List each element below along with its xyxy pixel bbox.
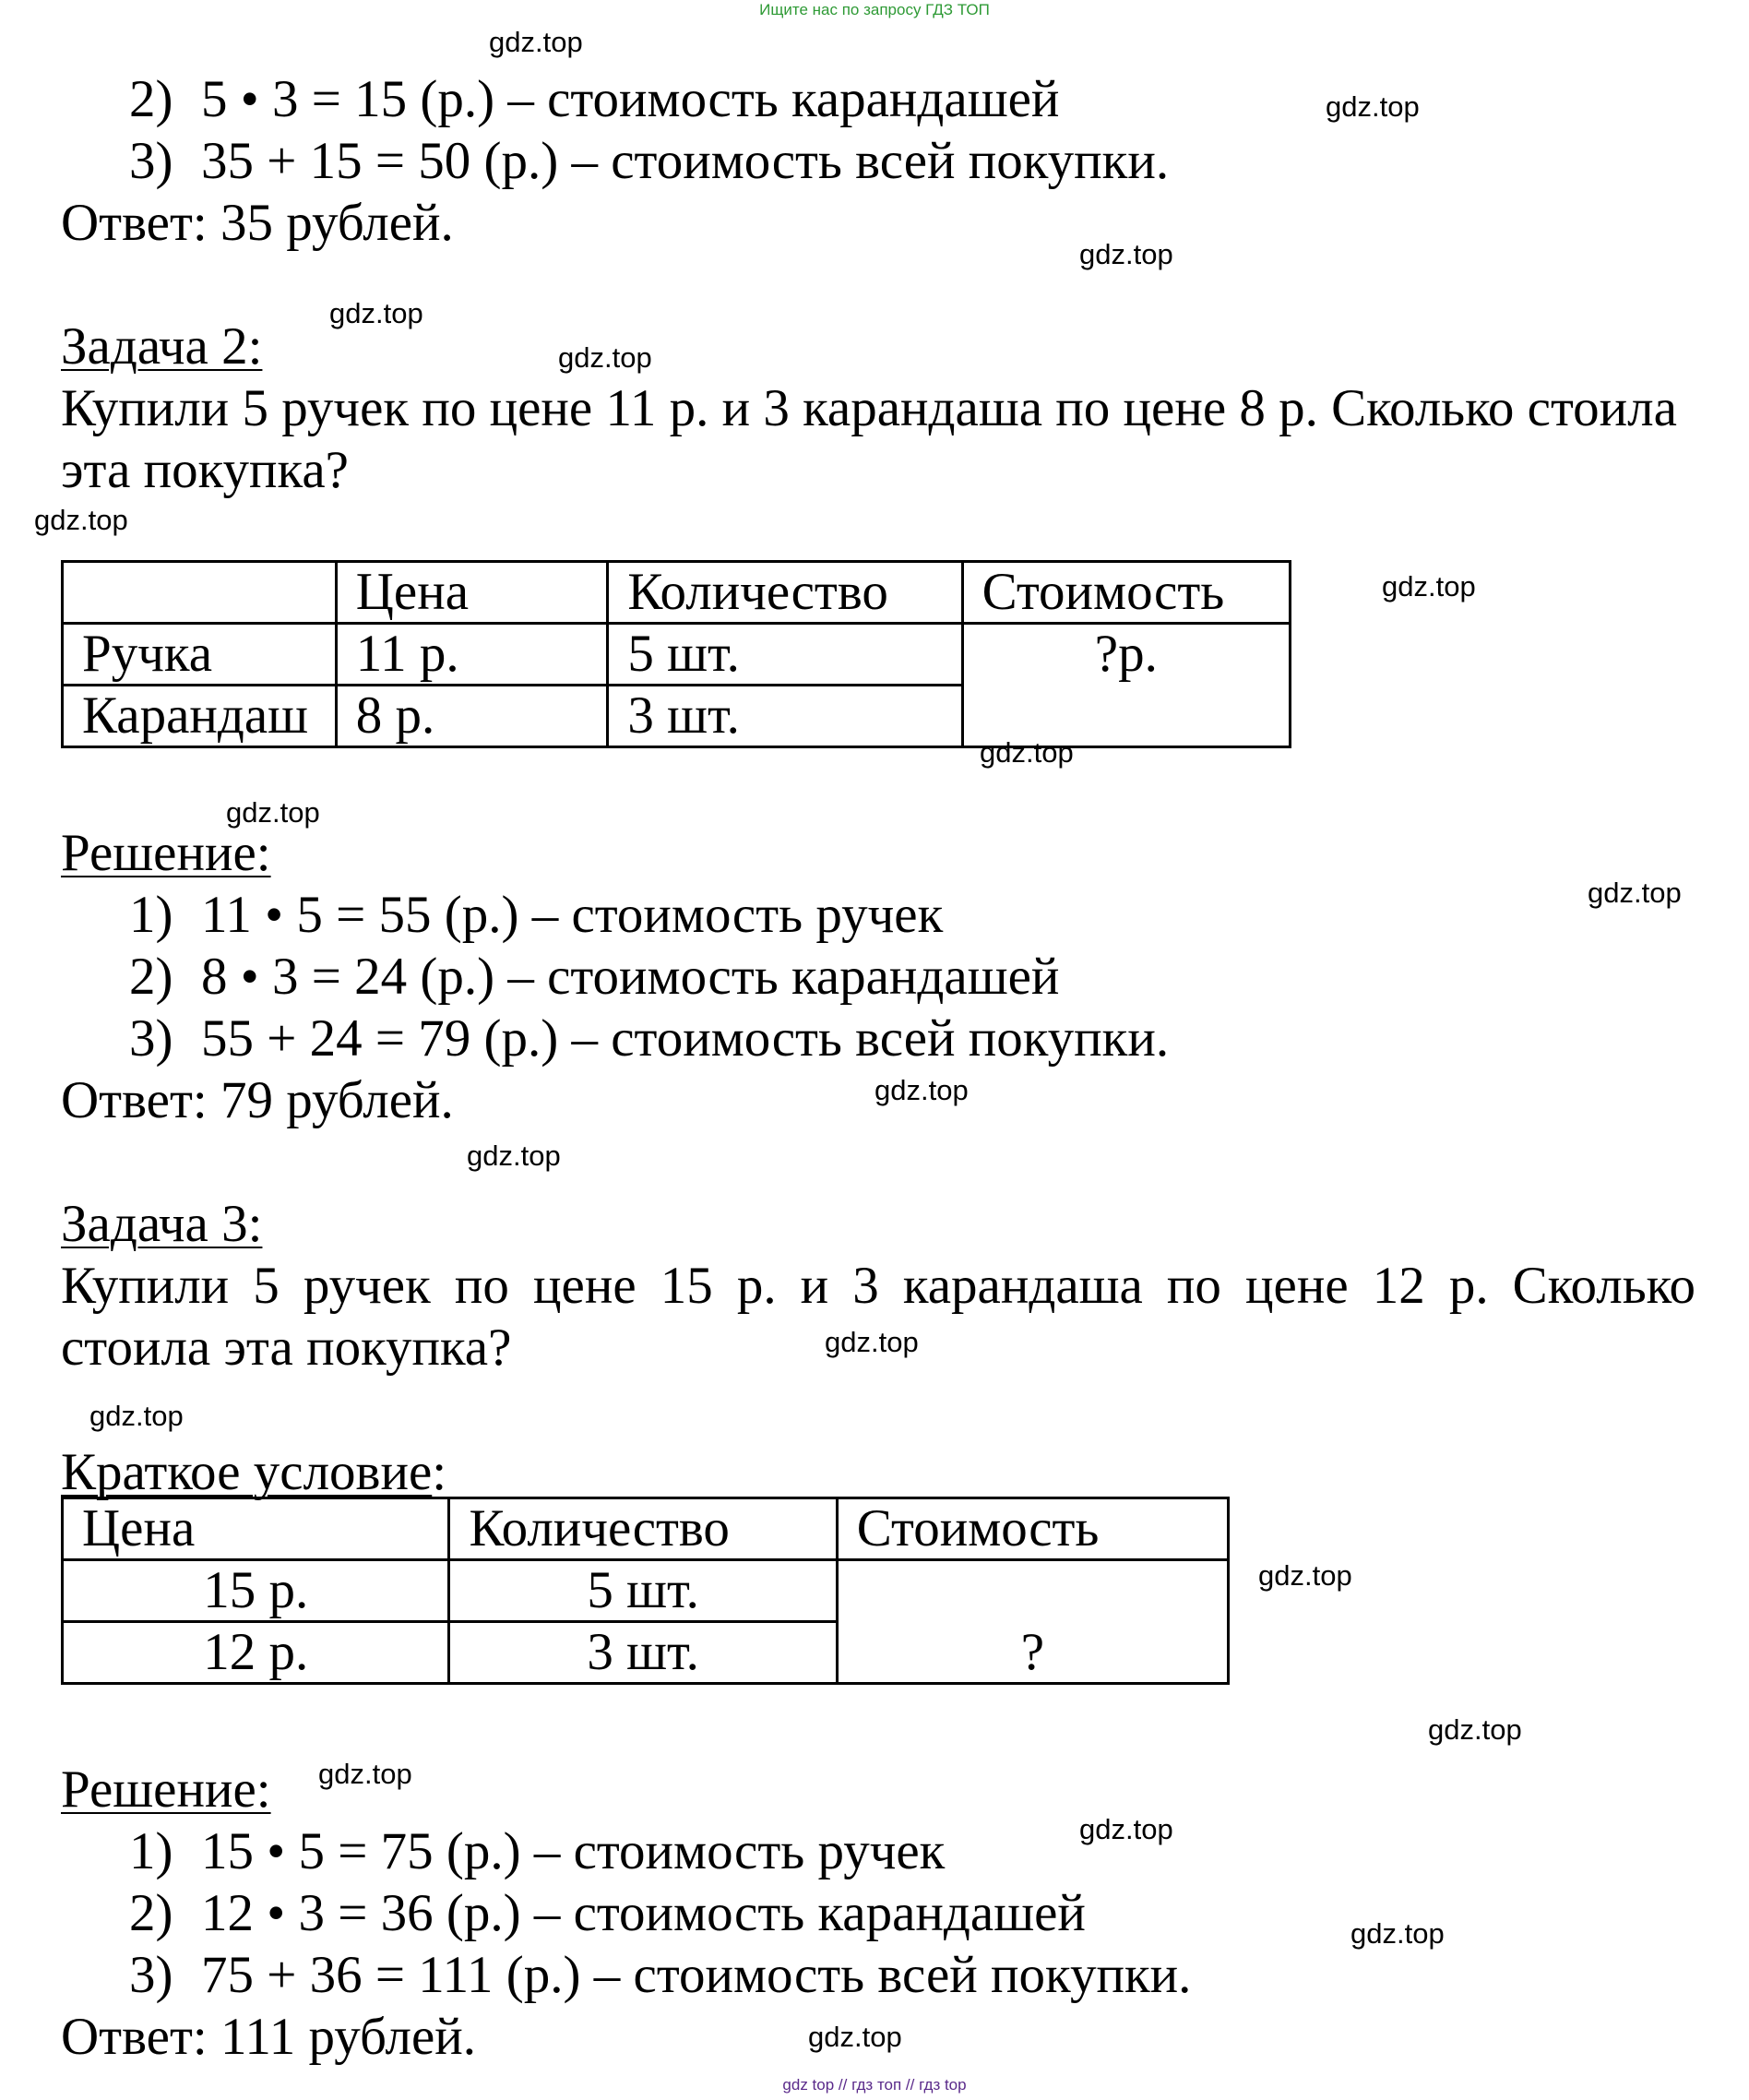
prev-step-3: 3) 35 + 15 = 50 (р.) – стоимость всей покупки. xyxy=(129,132,1170,190)
task3-condition-line2: стоила эта покупка? xyxy=(61,1318,512,1377)
task3-title: Задача 3: xyxy=(61,1195,263,1253)
task2-condition-line2: эта покупка? xyxy=(61,441,349,499)
table-header-row xyxy=(63,1498,1229,1560)
task3-solution-title: Решение: xyxy=(61,1760,271,1819)
task2-solution-title: Решение: xyxy=(61,824,271,882)
watermark: gdz.top xyxy=(1079,1813,1173,1845)
watermark: gdz.top xyxy=(226,796,320,829)
bottom-banner: gdz top // гдз топ // гдз top xyxy=(782,2076,967,2094)
total-cost-cell: ?р. xyxy=(962,624,1290,747)
row-price: 11 р. xyxy=(336,624,608,686)
row-quantity: 5 шт. xyxy=(449,1560,837,1622)
watermark: gdz.top xyxy=(1326,90,1420,123)
task2-title: Задача 2: xyxy=(61,317,263,376)
row-price: 8 р. xyxy=(336,686,608,747)
task3-step-2: 2) 12 • 3 = 36 (р.) – стоимость карандашей xyxy=(129,1884,1086,1942)
task3-step-3: 3) 75 + 36 = 111 (р.) – стоимость всей покупки. xyxy=(129,1946,1192,2004)
prev-answer: Ответ: 35 рублей. xyxy=(61,194,454,252)
header-cell-price: Цена xyxy=(336,562,608,624)
row-quantity: 3 шт. xyxy=(449,1622,837,1684)
row-quantity: 3 шт. xyxy=(608,686,962,747)
header-cell-quantity: Количество xyxy=(449,1498,837,1560)
header-cell-empty xyxy=(63,562,337,624)
task2-step-1: 1) 11 • 5 = 55 (р.) – стоимость ручек xyxy=(129,886,944,944)
watermark: gdz.top xyxy=(1588,877,1682,909)
watermark: gdz.top xyxy=(329,297,423,329)
task3-answer: Ответ: 111 рублей. xyxy=(61,2008,477,2066)
watermark: gdz.top xyxy=(1382,570,1476,603)
task2-step-2: 2) 8 • 3 = 24 (р.) – стоимость карандашей xyxy=(129,948,1060,1006)
task2-table xyxy=(61,560,1291,748)
task3-short-condition-title: Краткое условие: xyxy=(61,1443,447,1501)
row-name: Карандаш xyxy=(63,686,337,747)
header-cell-cost: Стоимость xyxy=(962,562,1290,624)
header-cell-quantity: Количество xyxy=(608,562,962,624)
total-cost-cell: ? xyxy=(837,1560,1228,1684)
table-row xyxy=(63,1560,1229,1622)
watermark: gdz.top xyxy=(318,1758,412,1790)
watermark: gdz.top xyxy=(980,736,1074,769)
row-name: Ручка xyxy=(63,624,337,686)
row-quantity: 5 шт. xyxy=(608,624,962,686)
task3-condition-line1: Купили 5 ручек по цене 15 р. и 3 карандаша по цене 12 р. Сколько xyxy=(61,1257,1695,1315)
task2-answer: Ответ: 79 рублей. xyxy=(61,1071,454,1129)
table-header-row xyxy=(63,562,1291,624)
watermark: gdz.top xyxy=(467,1139,561,1172)
top-banner: Ищите нас по запросу ГДЗ ТОП xyxy=(759,1,990,18)
watermark: gdz.top xyxy=(1258,1559,1352,1592)
watermark: gdz.top xyxy=(1350,1917,1445,1950)
row-price: 12 р. xyxy=(63,1622,449,1684)
watermark: gdz.top xyxy=(1428,1713,1522,1746)
row-price: 15 р. xyxy=(63,1560,449,1622)
task2-step-3: 3) 55 + 24 = 79 (р.) – стоимость всей покупки. xyxy=(129,1009,1170,1068)
header-cell-price: Цена xyxy=(63,1498,449,1560)
task2-condition-line1: Купили 5 ручек по цене 11 р. и 3 карандаша по цене 8 р. Сколько стоила xyxy=(61,379,1677,437)
watermark: gdz.top xyxy=(558,341,652,374)
watermark: gdz.top xyxy=(825,1326,919,1358)
header-cell-cost: Стоимость xyxy=(837,1498,1228,1560)
prev-step-2: 2) 5 • 3 = 15 (р.) – стоимость карандашей xyxy=(129,70,1060,128)
task3-table xyxy=(61,1497,1230,1685)
watermark: gdz.top xyxy=(874,1074,969,1106)
watermark: gdz.top xyxy=(89,1400,184,1432)
watermark: gdz.top xyxy=(489,26,583,58)
watermark: gdz.top xyxy=(808,2021,902,2053)
task3-step-1: 1) 15 • 5 = 75 (р.) – стоимость ручек xyxy=(129,1822,946,1880)
table-row xyxy=(63,624,1291,686)
watermark: gdz.top xyxy=(1079,238,1173,270)
watermark: gdz.top xyxy=(34,504,128,536)
